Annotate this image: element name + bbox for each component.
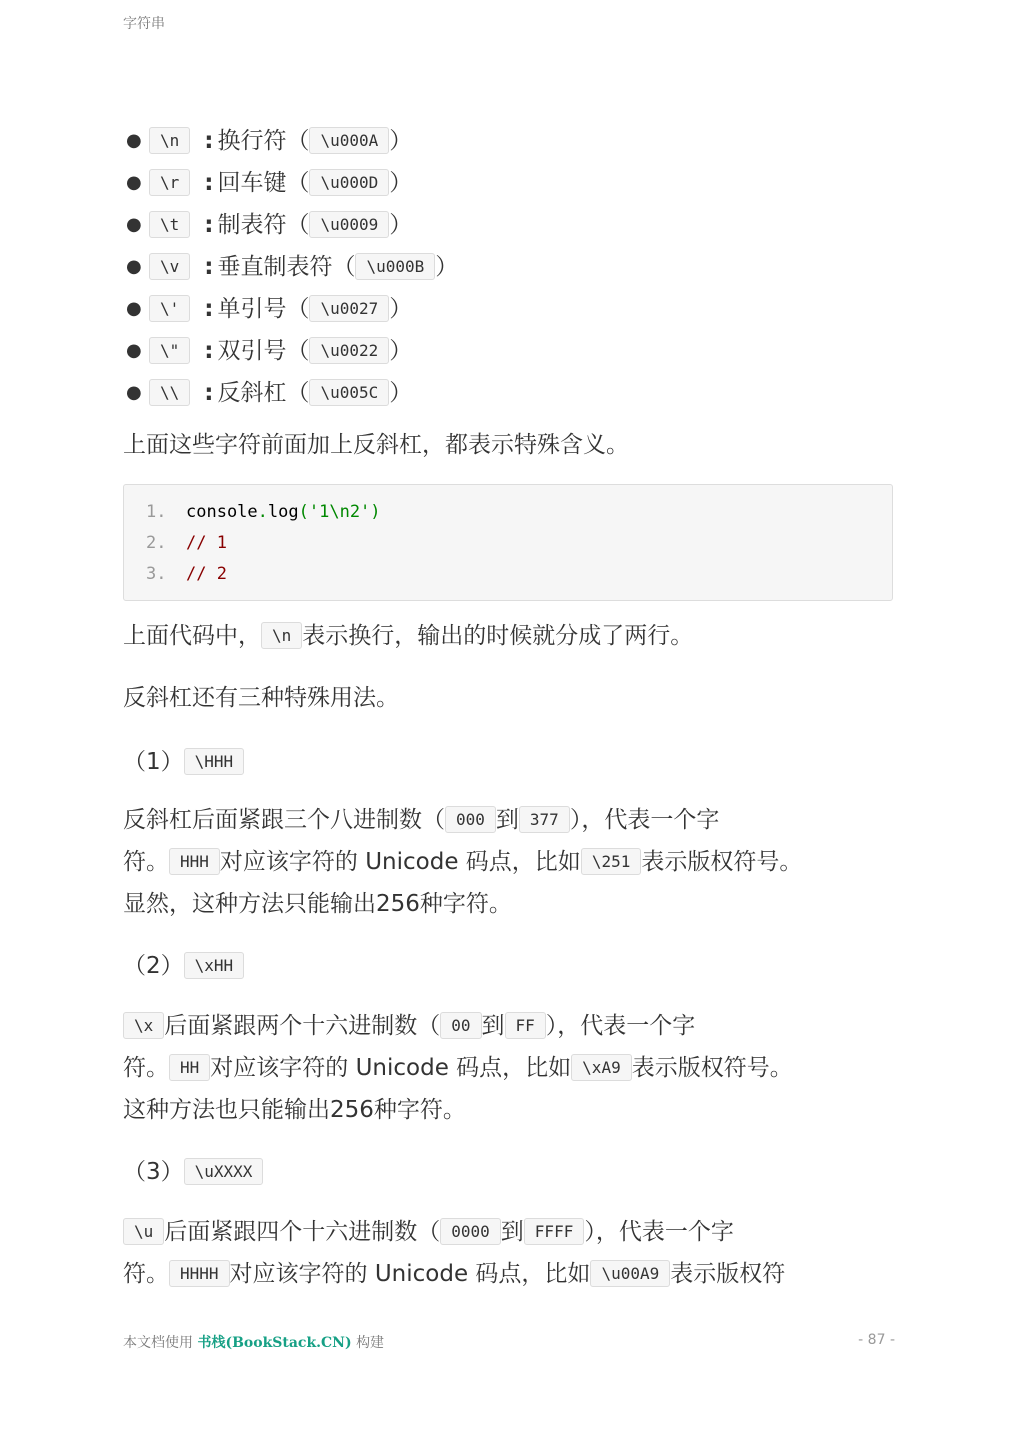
- escape-code: \v: [149, 253, 190, 280]
- running-header: 字符串: [123, 16, 165, 32]
- usage-heading: （2） \xHH: [123, 945, 895, 987]
- list-item: ● \v : 垂直制表符（ \u000B ）: [149, 246, 895, 288]
- bullet-icon: ●: [126, 340, 142, 361]
- code-line: 1. console.log('1\n2'): [124, 497, 892, 528]
- bullet-icon: ●: [126, 256, 142, 277]
- escape-code: \t: [149, 211, 190, 238]
- bullet-icon: ●: [126, 172, 142, 193]
- bullet-icon: ●: [126, 382, 142, 403]
- list-item: ● \' : 单引号（ \u0027 ）: [149, 288, 895, 330]
- unicode-code: \u0022: [309, 337, 389, 364]
- code-line: 2. // 1: [124, 528, 892, 559]
- escape-list: [123, 120, 895, 414]
- paragraph: 上面代码中， \n 表示换行，输出的时候就分成了两行。: [123, 623, 694, 649]
- escape-code: \": [149, 337, 190, 364]
- unicode-code: \u000B: [355, 253, 435, 280]
- unicode-code: \u0009: [309, 211, 389, 238]
- unicode-code: \u0027: [309, 295, 389, 322]
- bookstack-link[interactable]: 书栈(BookStack.CN): [197, 1335, 352, 1351]
- line-number: 1.: [146, 502, 167, 522]
- escape-desc: 单引号: [217, 296, 287, 322]
- paragraph: 反斜杠还有三种特殊用法。: [123, 685, 399, 711]
- usage-description: \x 后面紧跟两个十六进制数（ 00 到 FF ），代表一个字 符。 HH 对应该字符的 Unicode 码点，比如 \xA9 表示版权符号。 这种方法也只能输出256种字符。: [123, 1013, 793, 1123]
- list-item: ● \" : 双引号（ \u0022 ）: [149, 330, 895, 372]
- escape-desc: 制表符: [217, 212, 287, 238]
- usage-description: 反斜杠后面紧跟三个八进制数（ 000 到 377 ），代表一个字 符。 HHH 对应该字符的 Unicode 码点，比如 \251 表示版权符号。 显然，这种方法只能输出256种字符。: [123, 807, 803, 917]
- list-item: ● \t : 制表符（ \u0009 ）: [149, 204, 895, 246]
- escape-code: \n: [149, 127, 190, 154]
- escape-desc: 换行符: [217, 128, 287, 154]
- code-block: [123, 484, 893, 601]
- escape-desc: 反斜杠: [217, 380, 287, 406]
- unicode-code: \u000D: [309, 169, 389, 196]
- unicode-code: \u005C: [309, 379, 389, 406]
- escape-code: \': [149, 295, 190, 322]
- usage-heading: （1） \HHH: [123, 741, 895, 783]
- page-content: [123, 120, 895, 1295]
- usage-description: \u 后面紧跟四个十六进制数（ 0000 到 FFFF ），代表一个字 符。 HHHH 对应该字符的 Unicode 码点，比如 \u00A9 表示版权符: [123, 1219, 786, 1287]
- list-item: ● \n : 换行符（ \u000A ）: [149, 120, 895, 162]
- page-number: - 87 -: [858, 1332, 895, 1348]
- inline-code: \xHH: [184, 952, 245, 979]
- inline-code: \n: [261, 622, 302, 649]
- bullet-icon: ●: [126, 130, 142, 151]
- escape-code: \r: [149, 169, 190, 196]
- page-footer: 本文档使用 书栈(BookStack.CN) 构建: [123, 1335, 385, 1351]
- escape-desc: 双引号: [217, 338, 287, 364]
- list-item: ● \\ : 反斜杠（ \u005C ）: [149, 372, 895, 414]
- inline-code: \uXXXX: [184, 1158, 264, 1185]
- line-number: 2.: [146, 533, 167, 553]
- list-item: ● \r : 回车键（ \u000D ）: [149, 162, 895, 204]
- line-number: 3.: [146, 564, 167, 584]
- usage-heading: （3） \uXXXX: [123, 1151, 895, 1193]
- bullet-icon: ●: [126, 214, 142, 235]
- inline-code: \HHH: [184, 748, 245, 775]
- escape-desc: 回车键: [217, 170, 287, 196]
- escape-desc: 垂直制表符: [217, 254, 333, 280]
- escape-code: \\: [149, 379, 190, 406]
- unicode-code: \u000A: [309, 127, 389, 154]
- bullet-icon: ●: [126, 298, 142, 319]
- code-line: 3. // 2: [124, 559, 892, 590]
- paragraph: 上面这些字符前面加上反斜杠，都表示特殊含义。: [123, 432, 629, 458]
